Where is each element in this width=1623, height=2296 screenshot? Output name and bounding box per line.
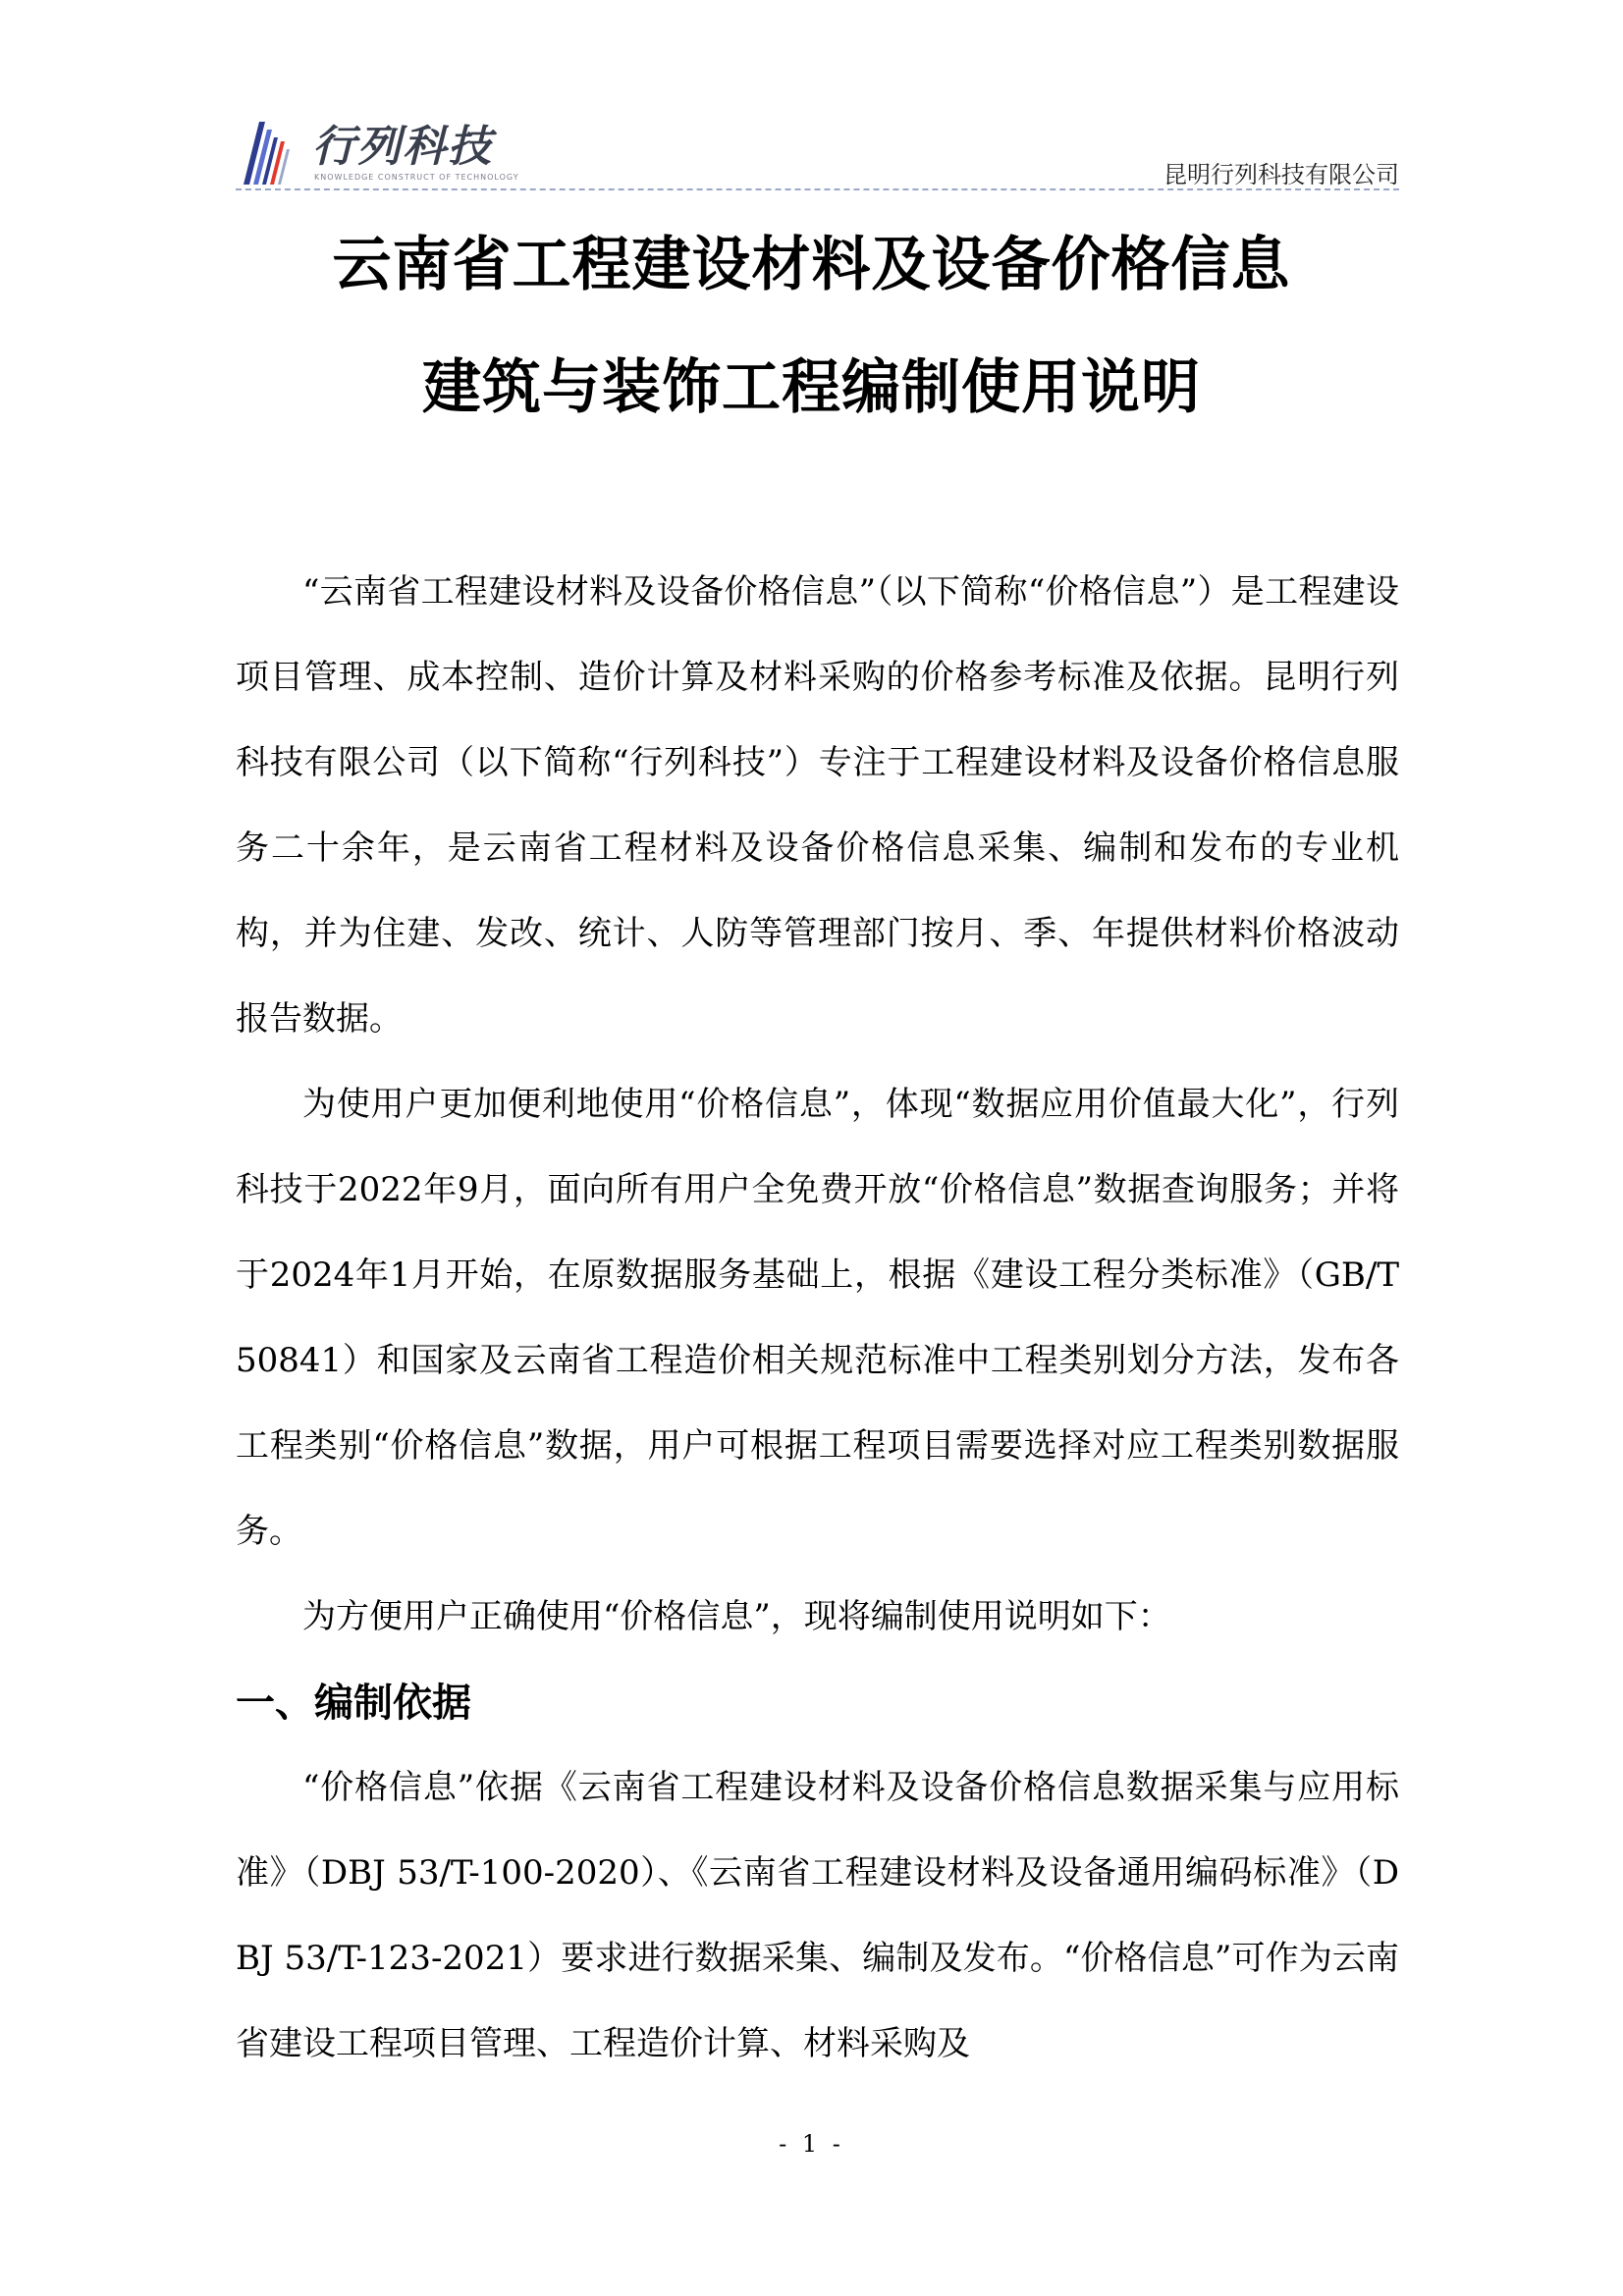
company-logo	[236, 106, 530, 190]
intro-paragraph-1: “云南省工程建设材料及设备价格信息”（以下简称“价格信息”）是工程建设项目管理、成本控制、造价计算及材料采购的价格参考标准及依据。昆明行列科技有限公司（以下简称“行列科技”）专注于工程建设材料及设备价格信息服务二十余年，是云南省工程材料及设备价格信息采集、编制和发布的专业机构，并为住建、发改、统计、人防等管理部门按月、季、年提供材料价格波动报告数据。	[236, 572, 1399, 1039]
section-1-paragraph: “价格信息”依据《云南省工程建设材料及设备价格信息数据采集与应用标准》（DBJ 53/T-100-2020）、《云南省工程建设材料及设备通用编码标准》（DBJ 53/T-123-2021）要求进行数据采集、编制及发布。“价格信息”可作为云南省建设工程项目管理、工程造价计算、材料采购及	[236, 1768, 1399, 2063]
logo-text: 行列科技	[312, 122, 493, 172]
intro-paragraph-3: 为方便用户正确使用“价格信息”，现将编制使用说明如下：	[302, 1597, 1171, 1636]
document-title-line-2: 建筑与装饰工程编制使用说明	[422, 353, 1201, 422]
document-body	[236, 550, 1399, 2087]
page-header	[236, 106, 1399, 190]
header-company-name: 昆明行列科技有限公司	[1163, 161, 1399, 188]
logo-subtext: KNOWLEDGE CONSTRUCT OF TECHNOLOGY	[314, 173, 519, 182]
header-divider	[236, 188, 1399, 190]
page-number: - 1 -	[779, 2130, 844, 2158]
intro-paragraph-2: 为使用户更加便利地使用“价格信息”，体现“数据应用价值最大化”，行列科技于2022年9月，面向所有用户全免费开放“价格信息”数据查询服务；并将于2024年1月开始，在原数据服务基础上，根据《建设工程分类标准》（GB/T 50841）和国家及云南省工程造价相关规范标准中工程类别划分方法，发布各工程类别“价格信息”数据，用户可根据工程项目需要选择对应工程类别数据服务。	[236, 1085, 1399, 1551]
document-title-line-1: 云南省工程建设材料及设备价格信息	[332, 231, 1291, 299]
section-heading-1: 一、编制依据	[236, 1680, 471, 1726]
slanted-bars-icon	[236, 112, 312, 188]
